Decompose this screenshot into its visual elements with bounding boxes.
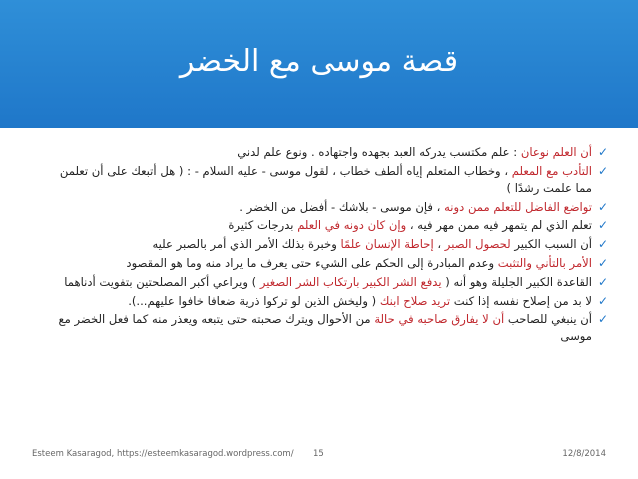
bullet-text: ، وخطاب المتعلم إياه ألطف خطاب ، لقول موسى - عليه السلام - : ( هل أتبعك على أن تعلمن مما علمت رشدًا ) [59,163,592,195]
bullet-text: لا بد من إصلاح نفسه إذا كنت [450,293,592,308]
checkmark-icon: ✓ [597,255,608,270]
bullet-text: القاعدة الكبير الجليلة وهو أنه ( [441,274,592,289]
bullet-item [40,255,608,272]
bullet-text: ، فإن موسى - بلاشك - أفضل من الخضر . [239,199,445,214]
highlight-text: أن العلم نوعان [520,145,592,159]
bullet-text: وعدم المبادرة إلى الحكم على الشيء حتى يعرف ما يراد منه وما هو المقصود [126,255,498,270]
bullet-item [40,217,608,234]
highlight-text: أن لا يفارق صاحبه في حالة [374,312,505,327]
bullet-item [40,163,608,197]
bullet-text: ) ويراعي أكبر المصلحتين بتفويت أدناهما [64,274,260,289]
checkmark-icon: ✓ [597,218,608,233]
footer-date: 12/8/2014 [562,449,606,459]
highlight-text: تواضع الفاضل للتعلم ممن دونه [444,199,592,214]
footer-author: Esteem Kasaragod, https://esteemkasaragod.wordpress.com/ [32,449,294,459]
highlight-text: وإن كان دونه في العلم [297,218,407,233]
checkmark-icon: ✓ [597,163,608,178]
highlight-text: الأمر بالتأني والتثبت [497,255,592,270]
bullet-text: وخبرة بذلك الأمر الذي أمر بالصبر عليه [152,237,341,252]
bullet-text: أن السبب الكبير [510,237,592,252]
bullet-text: من الأحوال ويترك صحبته حتى يتبعه ويعذر منه كما فعل الخضر مع موسى [58,312,592,344]
highlight-text: التأدب مع المعلم [511,163,592,178]
bullet-text: ، [433,237,445,252]
bullet-list [40,144,608,347]
bullet-item [40,293,608,310]
highlight-text: يدفع الشر الكبير بارتكاب الشر الصغير [259,274,442,289]
bullet-item [40,199,608,216]
checkmark-icon: ✓ [597,237,608,252]
bullet-text: تعلم الذي لم يتمهر فيه ممن مهر فيه ، [406,218,592,233]
bullet-text: : علم مكتسب يدركه العبد بجهده واجتهاده . ونوع علم لدني [237,145,521,159]
checkmark-icon: ✓ [597,145,608,159]
bullet-item [40,311,608,345]
bullet-item [40,274,608,291]
footer-page-number: 15 [313,449,324,459]
slide-title: قصة موسى مع الخضر [179,44,459,79]
bullet-text: بدرجات كثيرة [228,218,298,233]
checkmark-icon: ✓ [597,199,608,214]
highlight-text: إحاطة الإنسان علمًا [340,237,434,252]
highlight-text: تريد صلاح ابنك [379,293,451,308]
bullet-item [40,144,608,161]
bullet-item [40,236,608,253]
bullet-text: أن ينبغي للصاحب [504,312,592,327]
bullet-text: ( وليخش الذين لو تركوا ذرية ضعافا خافوا عليهم...). [128,293,380,308]
checkmark-icon: ✓ [597,274,608,289]
checkmark-icon: ✓ [597,312,608,327]
checkmark-icon: ✓ [597,293,608,308]
highlight-text: لحصول الصبر [444,237,511,252]
